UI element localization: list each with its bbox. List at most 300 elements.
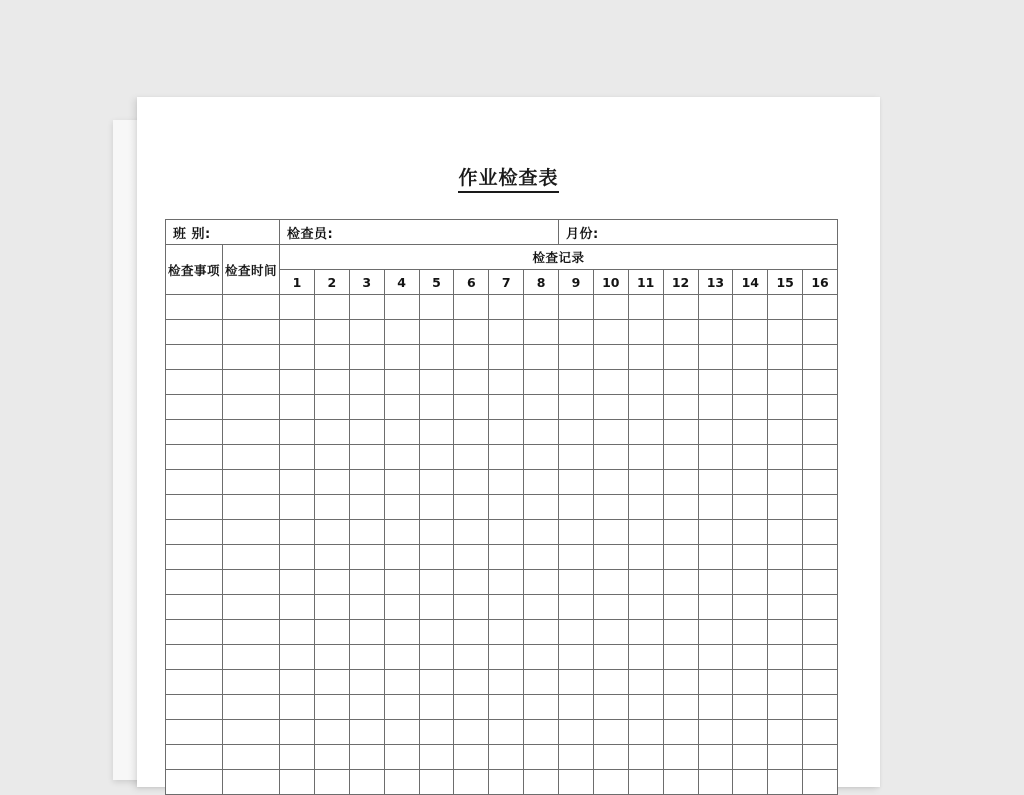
cell-inspection-record[interactable] — [698, 645, 733, 670]
cell-inspection-record[interactable] — [384, 370, 419, 395]
cell-inspection-record[interactable] — [489, 545, 524, 570]
cell-inspection-record[interactable] — [559, 570, 594, 595]
cell-inspection-record[interactable] — [628, 770, 663, 795]
cell-inspection-record[interactable] — [628, 745, 663, 770]
cell-inspection-record[interactable] — [280, 470, 315, 495]
cell-inspection-record[interactable] — [419, 295, 454, 320]
cell-inspection-record[interactable] — [419, 670, 454, 695]
cell-inspection-record[interactable] — [489, 320, 524, 345]
cell-inspection-record[interactable] — [349, 295, 384, 320]
cell-inspection-record[interactable] — [768, 545, 803, 570]
cell-inspection-item[interactable] — [166, 395, 223, 420]
cell-inspection-record[interactable] — [559, 395, 594, 420]
cell-inspection-record[interactable] — [524, 645, 559, 670]
cell-inspection-record[interactable] — [314, 520, 349, 545]
inspector-label-cell[interactable]: 检查员: — [280, 220, 559, 245]
cell-inspection-record[interactable] — [663, 570, 698, 595]
cell-inspection-record[interactable] — [663, 370, 698, 395]
cell-inspection-record[interactable] — [314, 420, 349, 445]
cell-inspection-record[interactable] — [663, 645, 698, 670]
cell-inspection-record[interactable] — [349, 520, 384, 545]
cell-inspection-record[interactable] — [628, 670, 663, 695]
cell-inspection-item[interactable] — [166, 720, 223, 745]
cell-inspection-record[interactable] — [384, 420, 419, 445]
cell-inspection-record[interactable] — [593, 545, 628, 570]
cell-inspection-record[interactable] — [698, 545, 733, 570]
cell-inspection-record[interactable] — [489, 395, 524, 420]
cell-inspection-record[interactable] — [768, 395, 803, 420]
cell-inspection-record[interactable] — [454, 770, 489, 795]
cell-inspection-record[interactable] — [698, 495, 733, 520]
cell-inspection-record[interactable] — [384, 670, 419, 695]
cell-inspection-record[interactable] — [524, 320, 559, 345]
cell-inspection-record[interactable] — [768, 670, 803, 695]
cell-inspection-record[interactable] — [663, 470, 698, 495]
cell-inspection-record[interactable] — [524, 470, 559, 495]
cell-inspection-item[interactable] — [166, 370, 223, 395]
cell-inspection-record[interactable] — [419, 420, 454, 445]
cell-inspection-record[interactable] — [384, 770, 419, 795]
cell-inspection-record[interactable] — [314, 445, 349, 470]
cell-inspection-record[interactable] — [768, 495, 803, 520]
cell-inspection-record[interactable] — [349, 445, 384, 470]
cell-inspection-record[interactable] — [803, 745, 838, 770]
cell-inspection-record[interactable] — [698, 670, 733, 695]
cell-inspection-record[interactable] — [524, 445, 559, 470]
cell-inspection-item[interactable] — [166, 545, 223, 570]
cell-inspection-record[interactable] — [663, 345, 698, 370]
cell-inspection-record[interactable] — [768, 295, 803, 320]
cell-inspection-record[interactable] — [314, 320, 349, 345]
cell-inspection-record[interactable] — [384, 470, 419, 495]
cell-inspection-record[interactable] — [349, 770, 384, 795]
cell-inspection-record[interactable] — [454, 320, 489, 345]
cell-inspection-record[interactable] — [698, 345, 733, 370]
cell-inspection-record[interactable] — [349, 595, 384, 620]
cell-inspection-record[interactable] — [419, 370, 454, 395]
cell-inspection-record[interactable] — [454, 445, 489, 470]
cell-inspection-record[interactable] — [803, 520, 838, 545]
cell-inspection-record[interactable] — [454, 545, 489, 570]
cell-inspection-record[interactable] — [280, 745, 315, 770]
cell-inspection-record[interactable] — [593, 645, 628, 670]
cell-inspection-record[interactable] — [698, 595, 733, 620]
cell-inspection-item[interactable] — [166, 620, 223, 645]
cell-inspection-record[interactable] — [663, 320, 698, 345]
cell-inspection-record[interactable] — [454, 645, 489, 670]
cell-inspection-record[interactable] — [280, 370, 315, 395]
cell-inspection-record[interactable] — [768, 695, 803, 720]
cell-inspection-record[interactable] — [454, 520, 489, 545]
cell-inspection-record[interactable] — [733, 395, 768, 420]
cell-inspection-record[interactable] — [663, 395, 698, 420]
cell-inspection-record[interactable] — [489, 720, 524, 745]
cell-inspection-record[interactable] — [489, 595, 524, 620]
cell-inspection-record[interactable] — [454, 370, 489, 395]
cell-inspection-record[interactable] — [314, 345, 349, 370]
cell-inspection-record[interactable] — [733, 570, 768, 595]
cell-inspection-record[interactable] — [524, 395, 559, 420]
cell-inspection-record[interactable] — [489, 620, 524, 645]
cell-inspection-record[interactable] — [280, 670, 315, 695]
cell-inspection-record[interactable] — [384, 620, 419, 645]
cell-inspection-record[interactable] — [419, 470, 454, 495]
cell-inspection-record[interactable] — [768, 320, 803, 345]
cell-inspection-record[interactable] — [559, 670, 594, 695]
cell-inspection-record[interactable] — [280, 645, 315, 670]
cell-inspection-record[interactable] — [768, 645, 803, 670]
cell-inspection-record[interactable] — [803, 370, 838, 395]
cell-inspection-record[interactable] — [280, 320, 315, 345]
cell-inspection-record[interactable] — [628, 495, 663, 520]
cell-inspection-record[interactable] — [733, 645, 768, 670]
cell-inspection-record[interactable] — [454, 720, 489, 745]
cell-inspection-record[interactable] — [733, 295, 768, 320]
cell-inspection-record[interactable] — [419, 495, 454, 520]
cell-inspection-record[interactable] — [559, 295, 594, 320]
cell-inspection-record[interactable] — [663, 745, 698, 770]
cell-inspection-record[interactable] — [663, 620, 698, 645]
cell-inspection-record[interactable] — [733, 620, 768, 645]
cell-inspection-record[interactable] — [489, 695, 524, 720]
cell-inspection-record[interactable] — [314, 495, 349, 520]
cell-inspection-record[interactable] — [524, 670, 559, 695]
cell-inspection-record[interactable] — [454, 345, 489, 370]
cell-inspection-record[interactable] — [768, 520, 803, 545]
cell-inspection-record[interactable] — [698, 720, 733, 745]
cell-inspection-record[interactable] — [419, 445, 454, 470]
cell-inspection-record[interactable] — [803, 695, 838, 720]
cell-inspection-record[interactable] — [314, 695, 349, 720]
cell-inspection-record[interactable] — [628, 595, 663, 620]
cell-inspection-record[interactable] — [733, 745, 768, 770]
cell-inspection-record[interactable] — [524, 595, 559, 620]
cell-inspection-record[interactable] — [768, 620, 803, 645]
cell-inspection-record[interactable] — [524, 770, 559, 795]
cell-inspection-record[interactable] — [663, 420, 698, 445]
cell-inspection-record[interactable] — [384, 720, 419, 745]
cell-inspection-record[interactable] — [803, 345, 838, 370]
cell-inspection-record[interactable] — [663, 695, 698, 720]
cell-inspection-record[interactable] — [593, 670, 628, 695]
cell-inspection-record[interactable] — [733, 320, 768, 345]
cell-inspection-record[interactable] — [349, 420, 384, 445]
cell-inspection-record[interactable] — [384, 595, 419, 620]
cell-inspection-record[interactable] — [524, 520, 559, 545]
cell-inspection-record[interactable] — [454, 745, 489, 770]
cell-inspection-record[interactable] — [628, 545, 663, 570]
cell-inspection-record[interactable] — [593, 745, 628, 770]
cell-inspection-record[interactable] — [524, 620, 559, 645]
cell-inspection-record[interactable] — [733, 495, 768, 520]
cell-inspection-record[interactable] — [663, 445, 698, 470]
cell-inspection-record[interactable] — [803, 295, 838, 320]
cell-inspection-time[interactable] — [223, 370, 280, 395]
cell-inspection-record[interactable] — [593, 320, 628, 345]
cell-inspection-record[interactable] — [593, 295, 628, 320]
cell-inspection-time[interactable] — [223, 320, 280, 345]
cell-inspection-time[interactable] — [223, 445, 280, 470]
cell-inspection-item[interactable] — [166, 320, 223, 345]
cell-inspection-record[interactable] — [593, 520, 628, 545]
cell-inspection-time[interactable] — [223, 295, 280, 320]
cell-inspection-record[interactable] — [733, 345, 768, 370]
cell-inspection-record[interactable] — [384, 495, 419, 520]
cell-inspection-time[interactable] — [223, 395, 280, 420]
cell-inspection-record[interactable] — [768, 345, 803, 370]
cell-inspection-record[interactable] — [698, 320, 733, 345]
cell-inspection-record[interactable] — [314, 395, 349, 420]
cell-inspection-record[interactable] — [384, 320, 419, 345]
cell-inspection-item[interactable] — [166, 570, 223, 595]
cell-inspection-record[interactable] — [559, 695, 594, 720]
cell-inspection-record[interactable] — [803, 320, 838, 345]
cell-inspection-record[interactable] — [454, 620, 489, 645]
cell-inspection-record[interactable] — [628, 520, 663, 545]
cell-inspection-record[interactable] — [349, 745, 384, 770]
cell-inspection-record[interactable] — [384, 295, 419, 320]
cell-inspection-record[interactable] — [733, 595, 768, 620]
cell-inspection-record[interactable] — [698, 370, 733, 395]
cell-inspection-record[interactable] — [559, 770, 594, 795]
cell-inspection-record[interactable] — [663, 520, 698, 545]
cell-inspection-item[interactable] — [166, 645, 223, 670]
cell-inspection-record[interactable] — [698, 620, 733, 645]
cell-inspection-time[interactable] — [223, 570, 280, 595]
cell-inspection-time[interactable] — [223, 345, 280, 370]
cell-inspection-record[interactable] — [628, 645, 663, 670]
cell-inspection-record[interactable] — [593, 345, 628, 370]
cell-inspection-record[interactable] — [559, 345, 594, 370]
cell-inspection-record[interactable] — [454, 695, 489, 720]
cell-inspection-record[interactable] — [628, 720, 663, 745]
cell-inspection-item[interactable] — [166, 695, 223, 720]
cell-inspection-record[interactable] — [593, 570, 628, 595]
cell-inspection-record[interactable] — [280, 395, 315, 420]
cell-inspection-record[interactable] — [733, 545, 768, 570]
cell-inspection-record[interactable] — [314, 470, 349, 495]
cell-inspection-record[interactable] — [454, 420, 489, 445]
cell-inspection-item[interactable] — [166, 520, 223, 545]
cell-inspection-record[interactable] — [733, 770, 768, 795]
cell-inspection-record[interactable] — [524, 570, 559, 595]
cell-inspection-record[interactable] — [593, 445, 628, 470]
cell-inspection-record[interactable] — [698, 445, 733, 470]
cell-inspection-record[interactable] — [559, 495, 594, 520]
cell-inspection-record[interactable] — [698, 395, 733, 420]
cell-inspection-record[interactable] — [489, 670, 524, 695]
cell-inspection-record[interactable] — [593, 720, 628, 745]
cell-inspection-record[interactable] — [384, 645, 419, 670]
cell-inspection-record[interactable] — [768, 720, 803, 745]
shift-label-cell[interactable]: 班 别: — [166, 220, 280, 245]
cell-inspection-record[interactable] — [559, 745, 594, 770]
cell-inspection-record[interactable] — [628, 695, 663, 720]
cell-inspection-record[interactable] — [419, 770, 454, 795]
cell-inspection-record[interactable] — [489, 470, 524, 495]
cell-inspection-record[interactable] — [349, 370, 384, 395]
cell-inspection-record[interactable] — [384, 395, 419, 420]
cell-inspection-record[interactable] — [559, 595, 594, 620]
cell-inspection-record[interactable] — [593, 370, 628, 395]
cell-inspection-record[interactable] — [628, 420, 663, 445]
cell-inspection-record[interactable] — [280, 595, 315, 620]
cell-inspection-record[interactable] — [314, 720, 349, 745]
cell-inspection-record[interactable] — [768, 595, 803, 620]
cell-inspection-record[interactable] — [489, 445, 524, 470]
cell-inspection-record[interactable] — [489, 370, 524, 395]
cell-inspection-record[interactable] — [803, 770, 838, 795]
cell-inspection-record[interactable] — [733, 420, 768, 445]
cell-inspection-record[interactable] — [280, 695, 315, 720]
cell-inspection-record[interactable] — [593, 495, 628, 520]
cell-inspection-record[interactable] — [349, 545, 384, 570]
cell-inspection-record[interactable] — [314, 645, 349, 670]
cell-inspection-time[interactable] — [223, 595, 280, 620]
cell-inspection-record[interactable] — [593, 770, 628, 795]
cell-inspection-record[interactable] — [628, 370, 663, 395]
cell-inspection-record[interactable] — [559, 620, 594, 645]
cell-inspection-record[interactable] — [628, 620, 663, 645]
cell-inspection-record[interactable] — [733, 670, 768, 695]
cell-inspection-time[interactable] — [223, 495, 280, 520]
cell-inspection-record[interactable] — [698, 420, 733, 445]
month-label-cell[interactable]: 月份: — [559, 220, 838, 245]
cell-inspection-record[interactable] — [489, 570, 524, 595]
cell-inspection-record[interactable] — [559, 520, 594, 545]
cell-inspection-record[interactable] — [628, 570, 663, 595]
cell-inspection-time[interactable] — [223, 670, 280, 695]
cell-inspection-record[interactable] — [314, 295, 349, 320]
cell-inspection-record[interactable] — [454, 595, 489, 620]
cell-inspection-item[interactable] — [166, 445, 223, 470]
cell-inspection-item[interactable] — [166, 770, 223, 795]
cell-inspection-record[interactable] — [628, 320, 663, 345]
cell-inspection-record[interactable] — [454, 570, 489, 595]
cell-inspection-record[interactable] — [663, 670, 698, 695]
cell-inspection-time[interactable] — [223, 645, 280, 670]
cell-inspection-record[interactable] — [454, 495, 489, 520]
cell-inspection-record[interactable] — [419, 345, 454, 370]
cell-inspection-record[interactable] — [419, 620, 454, 645]
cell-inspection-record[interactable] — [419, 595, 454, 620]
cell-inspection-time[interactable] — [223, 745, 280, 770]
cell-inspection-record[interactable] — [628, 395, 663, 420]
cell-inspection-record[interactable] — [698, 470, 733, 495]
cell-inspection-record[interactable] — [280, 495, 315, 520]
cell-inspection-record[interactable] — [454, 395, 489, 420]
cell-inspection-record[interactable] — [454, 470, 489, 495]
cell-inspection-record[interactable] — [559, 645, 594, 670]
cell-inspection-record[interactable] — [559, 420, 594, 445]
cell-inspection-record[interactable] — [454, 295, 489, 320]
cell-inspection-item[interactable] — [166, 670, 223, 695]
cell-inspection-record[interactable] — [733, 720, 768, 745]
cell-inspection-record[interactable] — [803, 495, 838, 520]
cell-inspection-record[interactable] — [768, 370, 803, 395]
cell-inspection-record[interactable] — [524, 720, 559, 745]
cell-inspection-record[interactable] — [559, 445, 594, 470]
cell-inspection-record[interactable] — [454, 670, 489, 695]
cell-inspection-record[interactable] — [280, 620, 315, 645]
cell-inspection-record[interactable] — [803, 395, 838, 420]
cell-inspection-record[interactable] — [663, 595, 698, 620]
cell-inspection-record[interactable] — [419, 520, 454, 545]
cell-inspection-time[interactable] — [223, 620, 280, 645]
cell-inspection-record[interactable] — [280, 345, 315, 370]
cell-inspection-record[interactable] — [698, 570, 733, 595]
cell-inspection-record[interactable] — [419, 745, 454, 770]
cell-inspection-record[interactable] — [768, 570, 803, 595]
cell-inspection-record[interactable] — [280, 420, 315, 445]
cell-inspection-record[interactable] — [803, 445, 838, 470]
cell-inspection-time[interactable] — [223, 520, 280, 545]
cell-inspection-record[interactable] — [349, 345, 384, 370]
cell-inspection-item[interactable] — [166, 745, 223, 770]
cell-inspection-record[interactable] — [768, 745, 803, 770]
cell-inspection-record[interactable] — [384, 570, 419, 595]
cell-inspection-record[interactable] — [663, 770, 698, 795]
cell-inspection-record[interactable] — [593, 470, 628, 495]
cell-inspection-record[interactable] — [384, 545, 419, 570]
cell-inspection-record[interactable] — [733, 370, 768, 395]
cell-inspection-record[interactable] — [419, 570, 454, 595]
cell-inspection-record[interactable] — [628, 295, 663, 320]
cell-inspection-record[interactable] — [593, 595, 628, 620]
cell-inspection-record[interactable] — [314, 670, 349, 695]
cell-inspection-time[interactable] — [223, 720, 280, 745]
cell-inspection-record[interactable] — [524, 495, 559, 520]
cell-inspection-record[interactable] — [349, 470, 384, 495]
cell-inspection-record[interactable] — [803, 670, 838, 695]
cell-inspection-record[interactable] — [593, 695, 628, 720]
cell-inspection-record[interactable] — [559, 545, 594, 570]
cell-inspection-record[interactable] — [489, 495, 524, 520]
cell-inspection-record[interactable] — [384, 520, 419, 545]
cell-inspection-record[interactable] — [628, 445, 663, 470]
cell-inspection-time[interactable] — [223, 420, 280, 445]
cell-inspection-record[interactable] — [349, 695, 384, 720]
cell-inspection-record[interactable] — [803, 620, 838, 645]
cell-inspection-record[interactable] — [768, 445, 803, 470]
cell-inspection-record[interactable] — [803, 470, 838, 495]
cell-inspection-record[interactable] — [489, 645, 524, 670]
cell-inspection-record[interactable] — [559, 470, 594, 495]
cell-inspection-record[interactable] — [733, 695, 768, 720]
cell-inspection-record[interactable] — [314, 570, 349, 595]
cell-inspection-record[interactable] — [280, 295, 315, 320]
cell-inspection-record[interactable] — [593, 420, 628, 445]
cell-inspection-record[interactable] — [803, 420, 838, 445]
cell-inspection-record[interactable] — [803, 595, 838, 620]
cell-inspection-item[interactable] — [166, 420, 223, 445]
cell-inspection-record[interactable] — [349, 395, 384, 420]
cell-inspection-record[interactable] — [349, 495, 384, 520]
cell-inspection-record[interactable] — [768, 470, 803, 495]
cell-inspection-record[interactable] — [489, 520, 524, 545]
cell-inspection-item[interactable] — [166, 470, 223, 495]
cell-inspection-record[interactable] — [489, 745, 524, 770]
cell-inspection-time[interactable] — [223, 695, 280, 720]
cell-inspection-record[interactable] — [663, 495, 698, 520]
cell-inspection-record[interactable] — [524, 745, 559, 770]
cell-inspection-record[interactable] — [384, 445, 419, 470]
cell-inspection-record[interactable] — [419, 395, 454, 420]
cell-inspection-record[interactable] — [489, 420, 524, 445]
cell-inspection-record[interactable] — [349, 720, 384, 745]
cell-inspection-record[interactable] — [524, 370, 559, 395]
cell-inspection-record[interactable] — [698, 770, 733, 795]
